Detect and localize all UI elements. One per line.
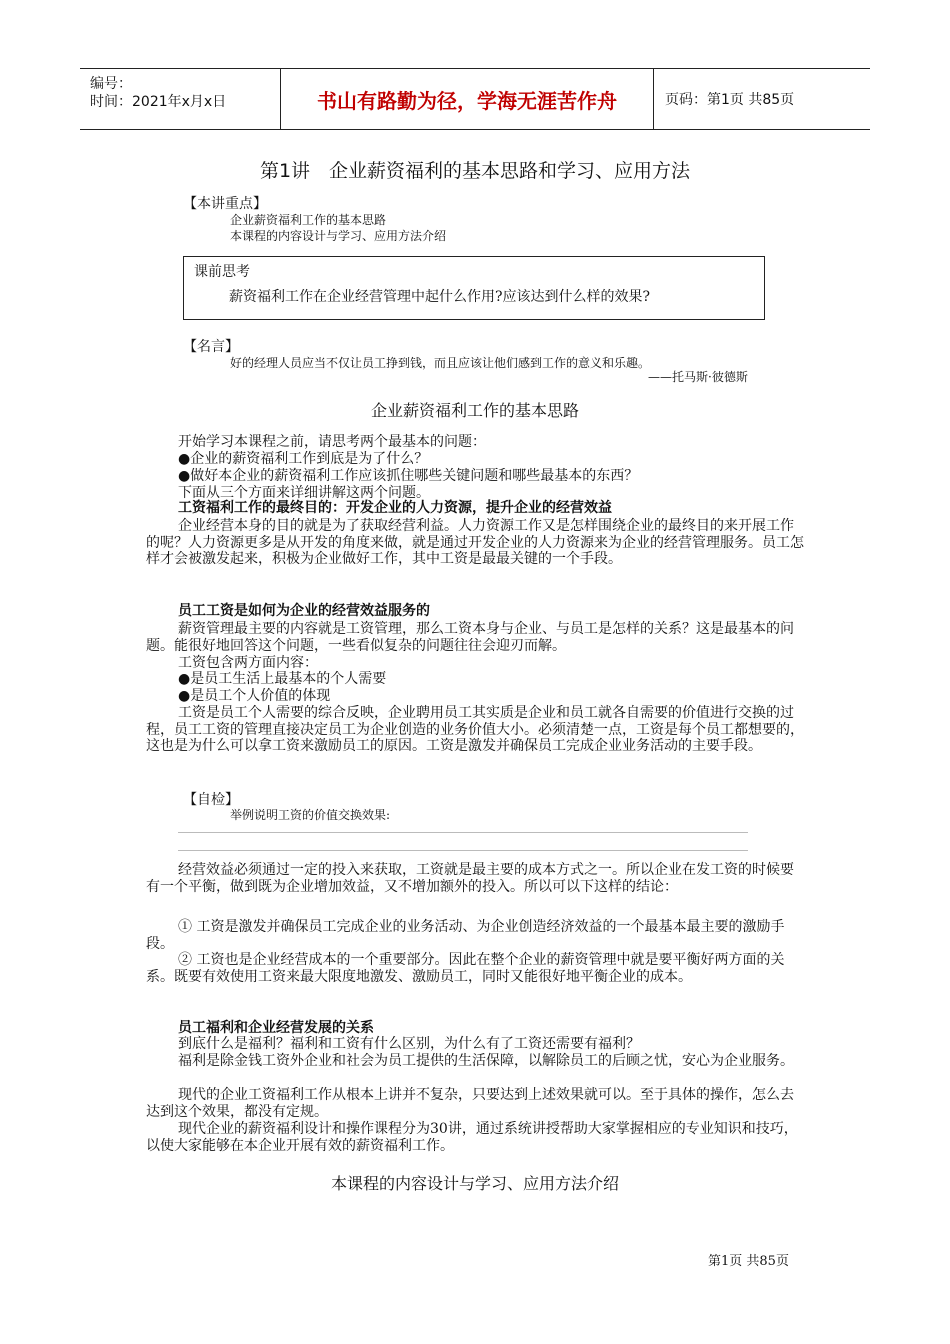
paragraph: 工资包含两方面内容： [178,655,318,671]
page-header [80,68,870,130]
doc-code-label: 编号： [90,76,132,92]
paragraph: 到底什么是福利？福利和工资有什么区别，为什么有了工资还需要有福利？ [178,1036,640,1052]
prethink-label: 课前思考 [194,264,250,280]
quote-author: ——托马斯·彼德斯 [648,370,748,384]
prethink-box [183,256,765,320]
answer-line [178,850,748,851]
selfcheck-label: 【自检】 [183,792,239,808]
bullet-item: ●是员工生活上最基本的个人需要 [178,671,387,687]
quote-label: 【名言】 [183,339,239,355]
paragraph: 现代企业的薪资福利设计和操作课程分为30讲，通过系统讲授帮助大家掌握相应的专业知识和技巧，以使大家能够在本企业开展有效的薪资福利工作。 [146,1121,798,1154]
selfcheck-prompt: 举例说明工资的价值交换效果: [230,808,391,822]
subsection-title: 工资福利工作的最终目的：开发企业的人力资源，提升企业的经营效益 [178,500,612,516]
paragraph: 薪资管理最主要的内容就是工资管理，那么工资本身与企业、与员工是怎样的关系？这是最基本的问题。能很好地回答这个问题，一些看似复杂的问题往往会迎刃而解。 [146,621,794,654]
subsection-title: 员工福利和企业经营发展的关系 [178,1020,374,1036]
focus-label: 【本讲重点】 [183,196,267,212]
section-heading: 本课程的内容设计与学习、应用方法介绍 [330,1174,619,1193]
header-page-cell [655,69,870,129]
prethink-question: 薪资福利工作在企业经营管理中起什么作用?应该达到什么样的效果? [229,289,651,305]
focus-item: 本课程的内容设计与学习、应用方法介绍 [230,229,447,243]
intro-line: 开始学习本课程之前，请思考两个最基本的问题： [178,434,486,450]
page-footer: 第1页 共85页 [708,1254,789,1269]
paragraph: 企业经营本身的目的就是为了获取经营利益。人力资源工作又是怎样围绕企业的最终目的来开展工作的呢？人力资源更多是从开发的角度来做，就是通过开发企业的人力资源来为企业的经营管理服务。员工怎样才会被激发起来，积极为企业做好工作，其中工资是最最关键的一个手段。 [146,518,804,567]
paragraph: 现代的企业工资福利工作从根本上讲并不复杂，只要达到上述效果就可以。至于具体的操作，怎么去达到这个效果，都没有定规。 [146,1087,794,1120]
paragraph: 经营效益必须通过一定的投入来获取，工资就是最主要的成本方式之一。所以企业在发工资的时候要有一个平衡，做到既为企业增加效益，又不增加额外的投入。所以可以下这样的结论： [146,862,794,895]
paragraph: 工资是员工个人需要的综合反映，企业聘用员工其实质是企业和员工就各自需要的价值进行交换的过程，员工工资的管理直接决定员工为企业创造的业务价值大小。必须清楚一点，工资是每个员工都想要的，这也是为什么可以拿工资来激励员工的原因。工资是激发并确保员工完成企业业务活动的主要手段。 [146,705,804,754]
lecture-title: 第1讲 企业薪资福利的基本思路和学习、应用方法 [259,160,691,182]
intro-bullet: ●企业的薪资福利工作到底是为了什么？ [178,451,429,467]
answer-line [178,832,748,833]
motto: 书山有路勤为径，学海无涯苦作舟 [317,88,617,113]
quote-text: 好的经理人员应当不仅让员工挣到钱，而且应该让他们感到工作的意义和乐趣。 [230,356,651,370]
conclusion-item: ① 工资是激发并确保员工完成企业的业务活动、为企业创造经济效益的一个最基本最主要的激励手段。 [146,919,785,952]
paragraph: 福利是除金钱工资外企业和社会为员工提供的生活保障，以解除员工的后顾之忧，安心为企业服务。 [178,1053,794,1069]
focus-item: 企业薪资福利工作的基本思路 [230,213,387,227]
intro-bullet: ●做好本企业的薪资福利工作应该抓住哪些关键问题和哪些最基本的东西？ [178,468,639,484]
header-info-cell [80,69,281,129]
doc-time-label: 时间：2021年x月x日 [90,94,227,110]
intro-line: 下面从三个方面来详细讲解这两个问题。 [178,485,430,501]
section-heading: 企业薪资福利工作的基本思路 [370,401,579,420]
subsection-title: 员工工资是如何为企业的经营效益服务的 [178,603,430,619]
bullet-item: ●是员工个人价值的体现 [178,688,331,704]
conclusion-item: ② 工资也是企业经营成本的一个重要部分。因此在整个企业的薪资管理中就是要平衡好两方面的关系。既要有效使用工资来最大限度地激发、激励员工，同时又能很好地平衡企业的成本。 [146,952,785,985]
page-count: 页码：第1页 共85页 [665,92,795,108]
header-motto-cell [281,69,654,129]
